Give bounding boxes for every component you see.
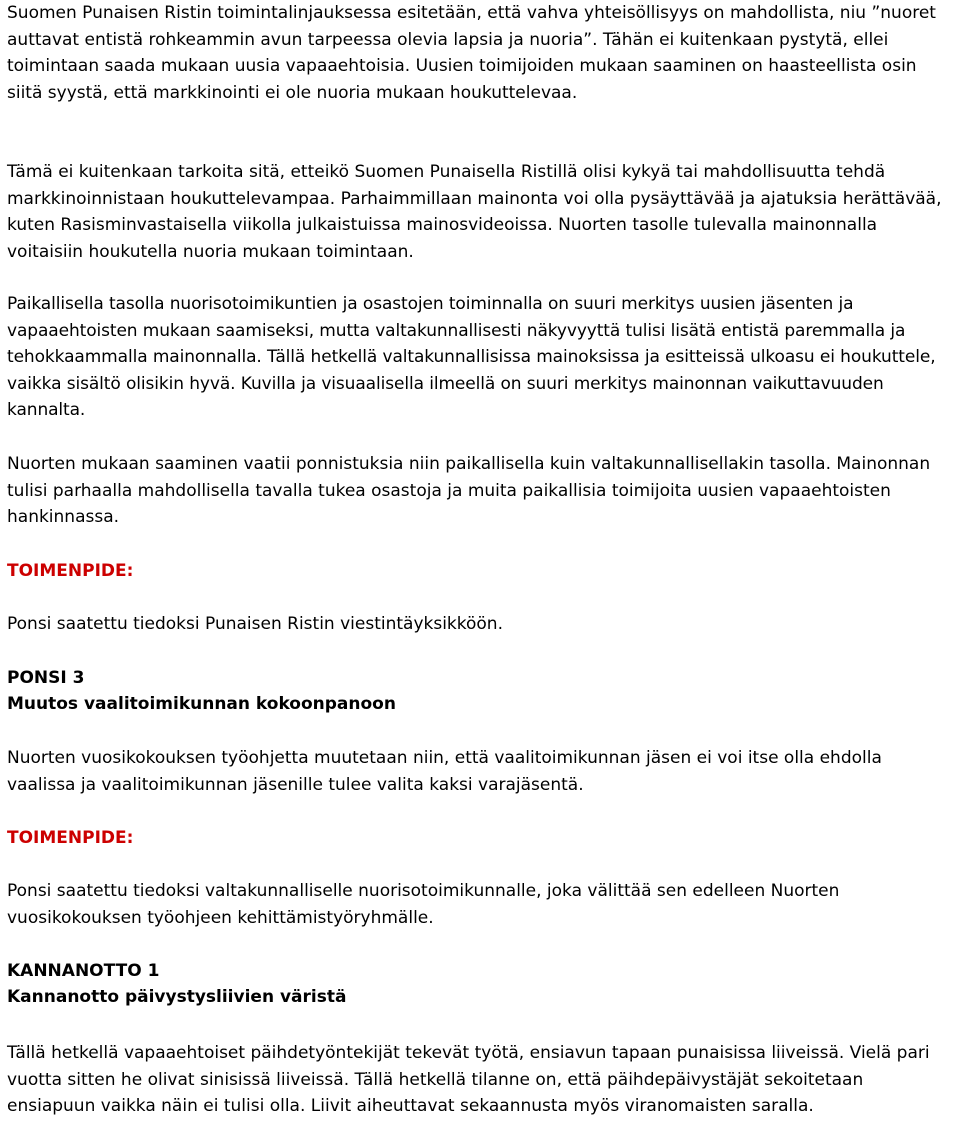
paragraph-local-level: Paikallisella tasolla nuorisotoimikuntien ja osastojen toiminnalla on suuri merkitys uusien jäsenten ja vapaaehtoisten mukaan saamiseksi, mutta valtakunnallisesti näkyvyyttä tulisi lisätä entistä paremmalla ja tehokkaammalla mainonnalla. Tällä hetkellä valtakunnallisissa mainoksissa ja esitteissä ulkoasu ei houkuttele, vaikka sisältö olisikin hyvä. Kuvilla ja visuaalisella ilmeellä on suuri merkitys mainonnan vaikuttavuuden kannalta.: [7, 294, 936, 420]
action-text-communications: Ponsi saatettu tiedoksi Punaisen Ristin viestintäyksikköön.: [7, 614, 503, 634]
section-number-kannanotto: KANNANOTTO 1: [7, 961, 160, 981]
section-title-ponsi: Muutos vaalitoimikunnan kokoonpanoon: [7, 694, 396, 714]
section-number-ponsi: PONSI 3: [7, 668, 85, 688]
paragraph-strategy-intro: Suomen Punaisen Ristin toimintalinjauksessa esitetään, että vahva yhteisöllisyys on mahdollista, niu ”nuoret auttavat entistä rohkeammin avun tarpeessa olevia lapsia ja nuoria”. Tähän ei kuitenkaan pystytä, ellei toimintaan saada mukaan uusia vapaaehtoisia. Uusien toimijoiden mukaan saaminen on haasteellista osin siitä syystä, että markkinointi ei ole nuoria mukaan houkuttelevaa.: [7, 3, 936, 103]
action-label: TOIMENPIDE:: [7, 561, 134, 581]
action-text-youth-committee: Ponsi saatettu tiedoksi valtakunnalliselle nuorisotoimikunnalle, joka välittää sen edelleen Nuorten vuosikokouksen työohjeen kehittämistyöryhmälle.: [7, 881, 840, 928]
paragraph-marketing-potential: Tämä ei kuitenkaan tarkoita sitä, etteikö Suomen Punaisella Ristillä olisi kykyä tai mahdollisuutta tehdä markkinoinnistaan houkuttelevampaa. Parhaimmillaan mainonta voi olla pysäyttävää ja ajatuksia herättävää, kuten Rasisminvastaisella viikolla julkaistuissa mainosvideoissa. Nuorten tasolle tulevalla mainonnalla voitaisiin houkutella nuoria mukaan toimintaan.: [7, 162, 942, 262]
paragraph-vest-colour: Tällä hetkellä vapaaehtoiset päihdetyöntekijät tekevät työtä, ensiavun tapaan punaisissa liiveissä. Vielä pari vuotta sitten he olivat sinisissä liiveissä. Tällä hetkellä tilanne on, että päihdepäivystäjät sekoitetaan ensiapuun vaikka näin ei tulisi olla. Liivit aiheuttavat sekaannusta myös viranomaisten saralla.: [7, 1043, 930, 1116]
paragraph-recruitment-effort: Nuorten mukaan saaminen vaatii ponnistuksia niin paikallisella kuin valtakunnallisellakin tasolla. Mainonnan tulisi parhaalla mahdollisella tavalla tukea osastoja ja muita paikallisia toimijoita uusien vapaaehtoisten hankinnassa.: [7, 454, 931, 527]
section-title-kannanotto: Kannanotto päivystysliivien väristä: [7, 987, 347, 1007]
action-label: TOIMENPIDE:: [7, 828, 134, 848]
paragraph-election-committee: Nuorten vuosikokouksen työohjetta muutetaan niin, että vaalitoimikunnan jäsen ei voi itse olla ehdolla vaalissa ja vaalitoimikunnan jäsenille tulee valita kaksi varajäsentä.: [7, 748, 882, 795]
